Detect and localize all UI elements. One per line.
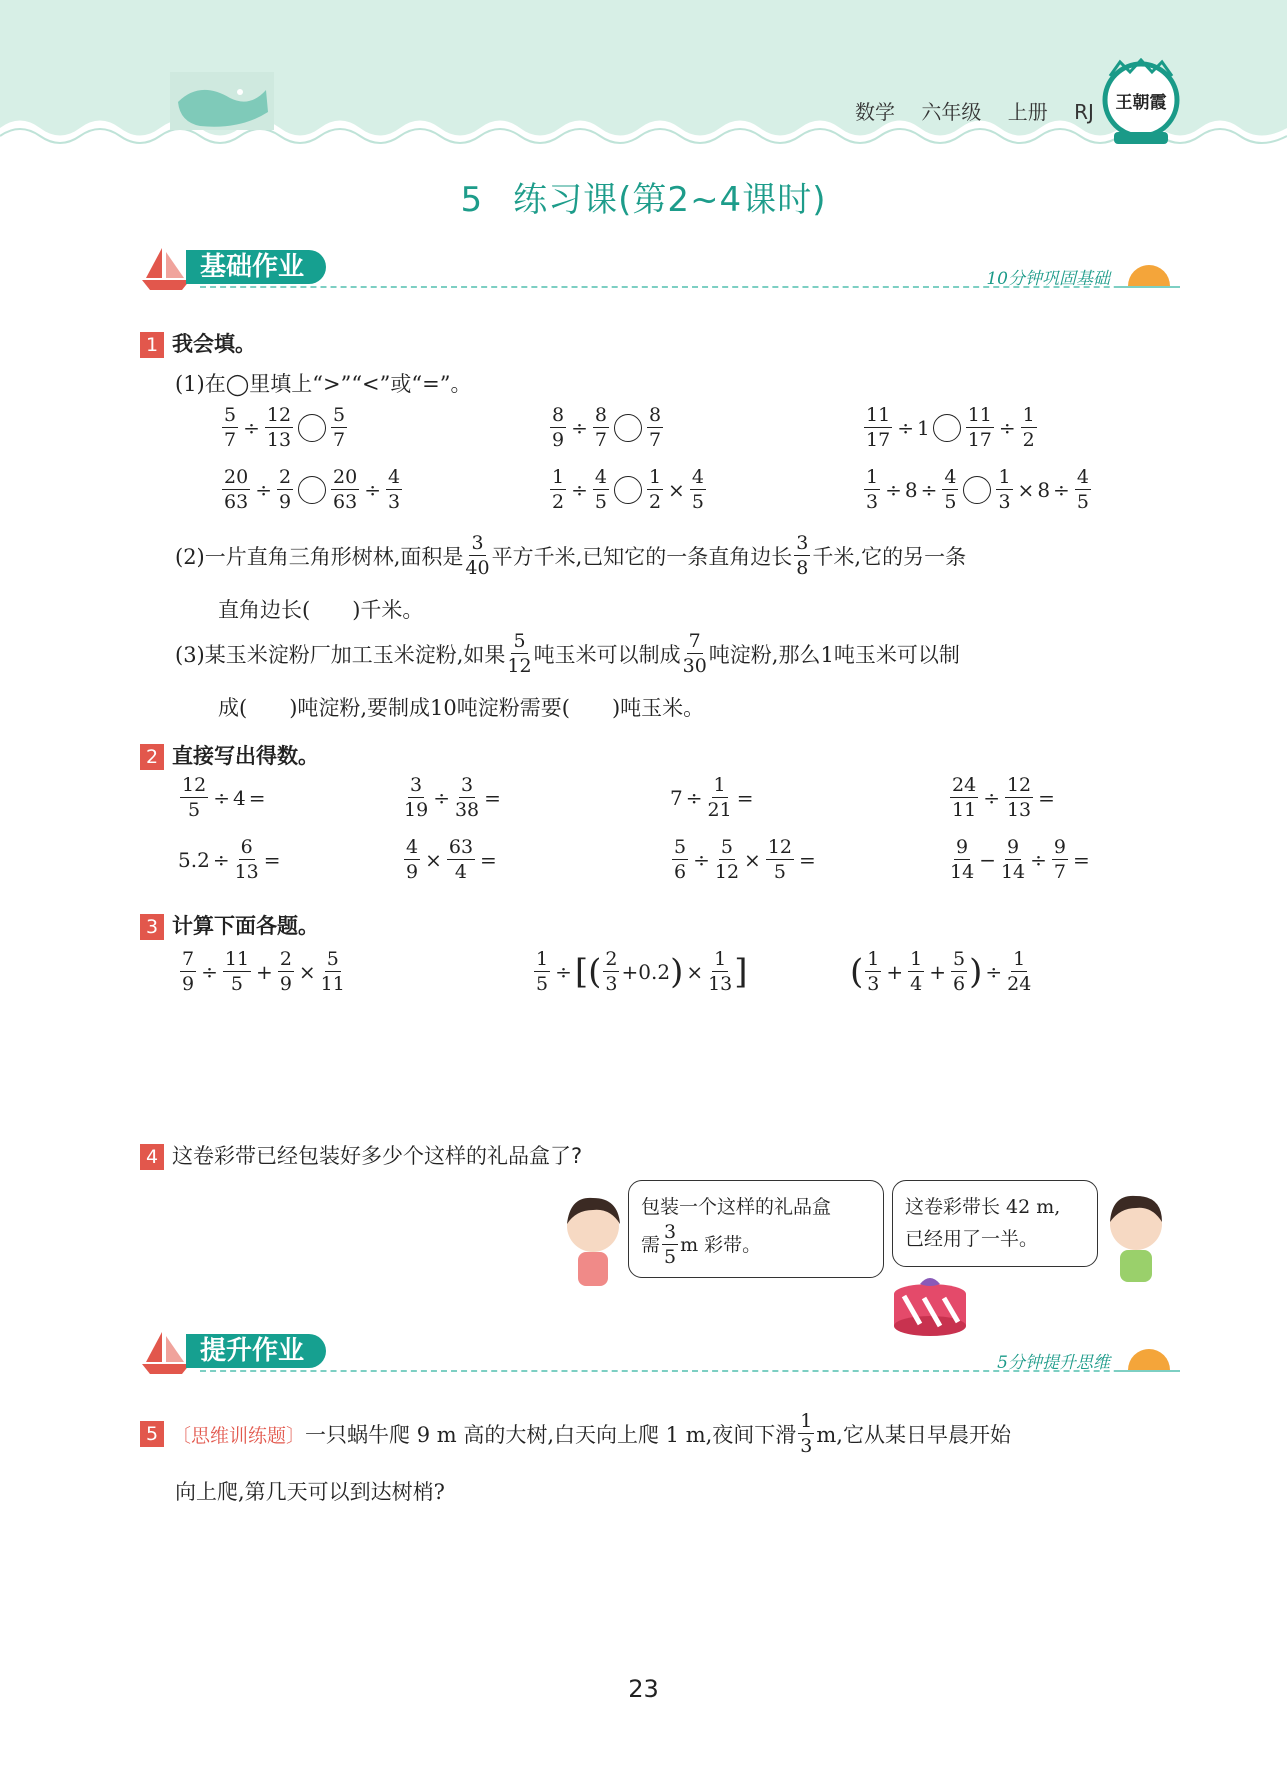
calc-expr: $\frac{3}{19}$ ÷ $\frac{3}{38}$ = [404,774,501,821]
calc-expr: $\frac{7}{9}$ ÷ $\frac{11}{5}$ + $\frac{2}{9}$ × $\frac{5}{11}$ [182,948,345,995]
compare-expr: $\frac{20}{63}$ ÷ $\frac{2}{9}$ $\frac{20}{63}$ ÷ $\frac{4}{3}$ [224,466,401,513]
calc-expr: $\frac{24}{11}$ ÷ $\frac{12}{13}$ = [952,774,1055,821]
sunrise-icon [1118,256,1180,290]
q1-part3: (3)某玉米淀粉厂加工玉米淀粉,如果 5 12 吨玉米可以制成 7 30 吨淀粉,那么1吨玉米可以制 [175,630,960,677]
speech-bubble-left: 包装一个这样的礼品盒 需 3 5 m 彩带。 [628,1180,884,1278]
sailboat-icon [140,1328,192,1376]
question-number: 5 [140,1421,164,1447]
question-4 [140,1140,582,1170]
section-label: 基础作业 [186,250,326,284]
section-advanced [140,1328,1180,1376]
calc-expr: $\frac{12}{5}$ ÷ 4 = [182,774,266,821]
answer-circle[interactable] [614,414,642,442]
compare-expr: $\frac{1}{2}$ ÷ $\frac{4}{5}$ $\frac{1}{2}$ × $\frac{4}{5}$ [552,466,704,513]
compare-expr: $\frac{1}{3}$ ÷ 8 ÷ $\frac{4}{5}$ $\frac{1}{3}$ × 8 ÷ $\frac{4}{5}$ [866,466,1089,513]
volume-text: 上册 [1007,100,1048,124]
lesson-title: 练习课(第2~4课时) [513,180,827,220]
question-number: 4 [140,1144,164,1170]
section-tag: 10分钟巩固基础 [986,269,1110,289]
grade-text: 六年级 [921,100,982,124]
subject-text: 数学 [855,100,895,124]
question-3 [140,910,319,940]
question-2 [140,740,319,770]
girl-left-illustration [560,1192,626,1292]
speech-bubble-right: 这卷彩带长 42 m, 已经用了一半。 [892,1180,1098,1267]
question-title: 这卷彩带已经包装好多少个这样的礼品盒了? [172,1144,583,1168]
question-5: 5 〔思维训练题〕 一只蜗牛爬 9 m 高的大树,白天向上爬 1 m,夜间下滑 1 3 m,它从某日早晨开始 [140,1412,1011,1456]
question-title: 计算下面各题。 [172,914,319,938]
answer-circle[interactable] [298,414,326,442]
q1-part1-instruction: (1)在◯里填上“>”“<”或“=”。 [175,372,472,396]
answer-circle[interactable] [614,476,642,504]
sunrise-icon [1118,1340,1180,1374]
question-title: 直接写出得数。 [172,744,319,768]
compare-expr: $\frac{5}{7}$ ÷ $\frac{12}{13}$ 5 7 [224,404,346,451]
page-title [0,172,1287,221]
fraction: 5 7 [333,404,346,451]
brand-logo [1100,58,1182,148]
answer-circle[interactable] [298,476,326,504]
q1-part2: (2)一片直角三角形树林,面积是 3 40 平方千米,已知它的一条直角边长 3 8 千米,它的另一条 [175,532,967,579]
q1-part2-answer-line: 直角边长( )千米。 [218,598,424,622]
question-title: 我会填。 [172,332,256,356]
question-number: 3 [140,914,164,940]
section-tag: 5分钟提升思维 [997,1353,1110,1373]
edition-text: RJ [1074,100,1094,124]
girl-right-illustration [1100,1190,1172,1286]
answer-circle[interactable] [963,476,991,504]
question-1 [140,328,256,358]
question-number: 1 [140,332,164,358]
calc-expr: 9 14 − $\frac{9}{14}$ ÷ $\frac{9}{7}$ = [950,836,1090,883]
calc-expr: $\frac{4}{9}$ × $\frac{63}{4}$ = [406,836,497,883]
q5-continued: 向上爬,第几天可以到达树梢? [175,1480,445,1504]
book-meta [855,96,1114,125]
calc-expr: 5.2 ÷ $\frac{6}{13}$ = [178,836,281,883]
section-basic [140,244,1180,292]
calc-expr: 7 ÷ $\frac{1}{21}$ = [670,774,754,821]
compare-expr: $\frac{8}{9}$ ÷ $\frac{8}{7}$ 8 7 [552,404,662,451]
answer-circle[interactable] [933,414,961,442]
q1-part3-answer-line: 成( )吨淀粉,要制成10吨淀粉需要( )吨玉米。 [218,696,705,720]
section-label: 提升作业 [186,1334,326,1368]
compare-expr: $\frac{11}{17}$ ÷ 1 $\frac{11}{17}$ ÷ $\frac{1}{2}$ [866,404,1035,451]
whale-icon [170,72,274,130]
question-number: 2 [140,744,164,770]
calc-expr: $\frac{5}{6}$ ÷ $\frac{5}{12}$ × $\frac{12}{5}$ = [674,836,816,883]
fraction: $\frac{5}{7}$ [224,404,237,451]
gift-box-icon [890,1276,970,1336]
calc-expr: ( 1 3 + $\frac{1}{4}$ + $\frac{5}{6}$ ) ÷ $\frac{1}{24}$ [850,948,1032,995]
sailboat-icon [140,244,192,292]
lesson-number: 5 [460,180,484,220]
fraction: $\frac{12}{13}$ [266,404,292,451]
calc-expr: $\frac{1}{5}$ ÷ [ ( 2 3 +0.2 ) × $\frac{1}{13}$ ] [536,948,748,995]
page-number: 23 [628,1675,659,1703]
brand-name: 王朝霞 [1115,93,1167,113]
question-tag: 〔思维训练题〕 [172,1424,306,1447]
